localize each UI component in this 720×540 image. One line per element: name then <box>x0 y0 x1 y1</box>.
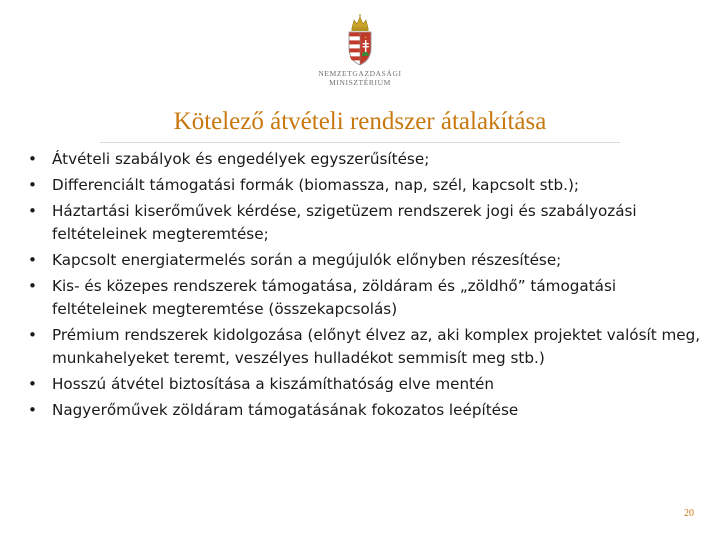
list-item <box>28 249 708 272</box>
slide-title: Kötelező átvételi rendszer átalakítása <box>173 108 547 135</box>
list-item <box>28 200 708 246</box>
hungarian-coat-of-arms-icon <box>343 14 377 66</box>
list-item <box>28 174 708 197</box>
bullet-list <box>28 148 708 425</box>
list-item-text: Hosszú átvétel biztosítása a kiszámíthatóság elve mentén <box>52 375 495 393</box>
bullet-icon: • <box>28 326 37 344</box>
list-item-text: Kapcsolt energiatermelés során a megújulók előnyben részesítése; <box>52 251 562 269</box>
ministry-name-line1: NEMZETGAZDASÁGI <box>318 69 402 78</box>
bullet-icon: • <box>28 251 37 269</box>
list-item <box>28 275 708 321</box>
list-item <box>28 399 708 422</box>
title-divider <box>100 142 620 143</box>
ministry-name <box>312 69 408 87</box>
ministry-logo <box>312 14 408 106</box>
list-item-text: Nagyerőművek zöldáram támogatásának fokozatos leépítése <box>52 401 519 419</box>
bullet-icon: • <box>28 202 37 220</box>
ministry-name-line2: MINISZTÉRIUM <box>329 78 391 87</box>
list-item-text: Prémium rendszerek kidolgozása (előnyt élvez az, aki komplex projektet valósít meg, munkahelyeket teremt, veszélyes hulladékot semmisít meg stb.) <box>52 326 701 367</box>
list-item <box>28 148 708 171</box>
list-item <box>28 324 708 370</box>
list-item-text: Kis- és közepes rendszerek támogatása, zöldáram és „zöldhő” támogatási feltételeinek megteremtése (összekapcsolás) <box>52 277 617 318</box>
bullet-icon: • <box>28 150 37 168</box>
list-item-text: Háztartási kiserőművek kérdése, szigetüzem rendszerek jogi és szabályozási feltételeinek megteremtése; <box>52 202 637 243</box>
page-number: 20 <box>684 508 694 519</box>
list-item-text: Differenciált támogatási formák (biomassza, nap, szél, kapcsolt stb.); <box>52 176 580 194</box>
list-item-text: Átvételi szabályok és engedélyek egyszerűsítése; <box>52 150 430 168</box>
bullet-icon: • <box>28 375 37 393</box>
bullet-icon: • <box>28 401 37 419</box>
bullet-icon: • <box>28 176 37 194</box>
list-item <box>28 373 708 396</box>
bullet-icon: • <box>28 277 37 295</box>
